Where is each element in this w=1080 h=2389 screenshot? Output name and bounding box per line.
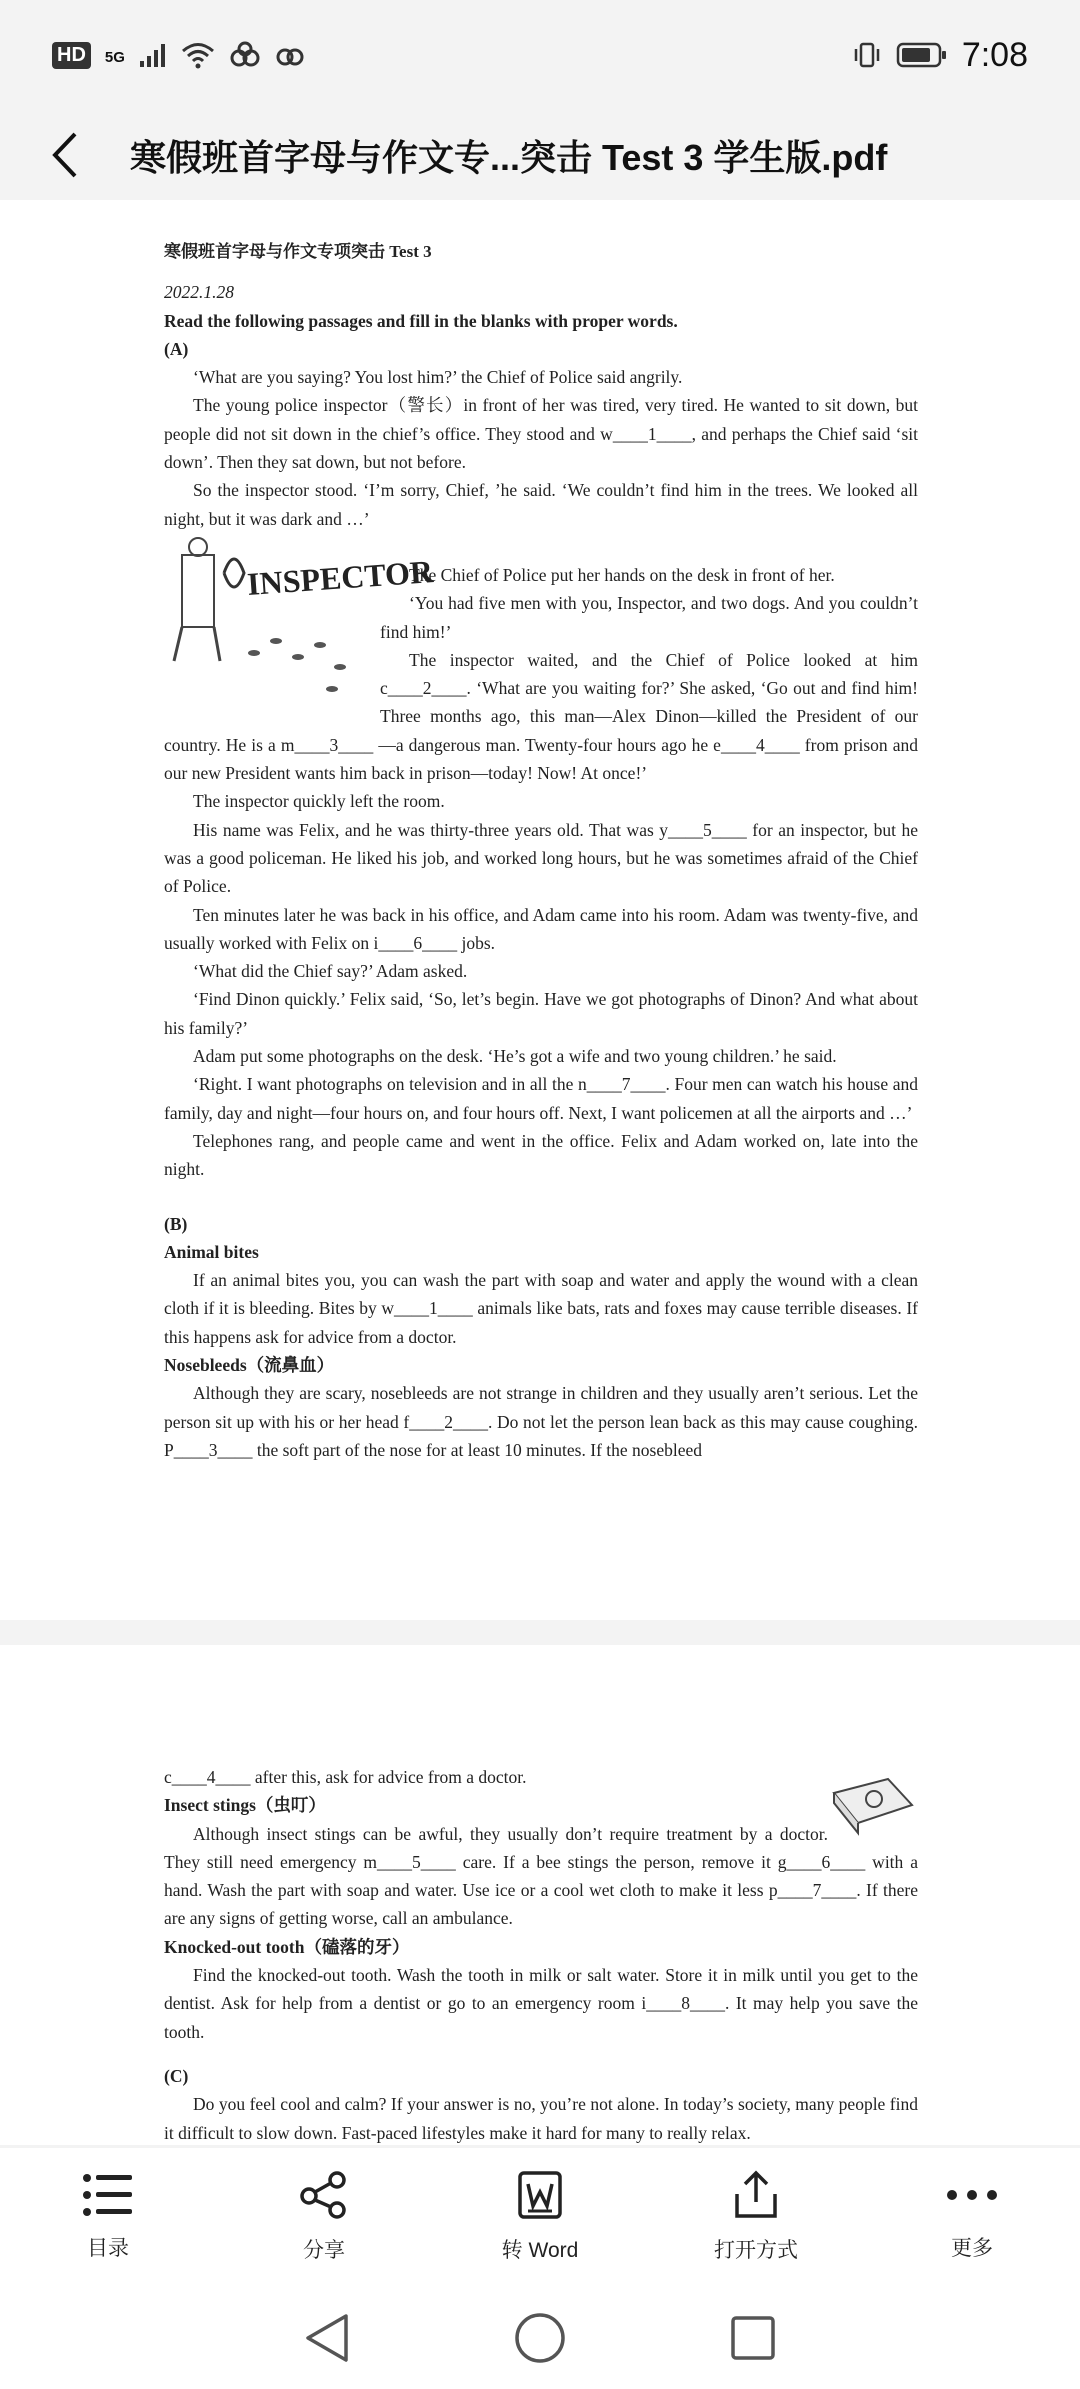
toolbar-more-button[interactable] [864,2148,1080,2286]
open-with-icon [731,2170,781,2220]
paragraph: Although insect stings can be awful, they usually don’t require treatment by a doctor. They still need emergency m____5____ care. If a bee stings the person, remove it g____6____ with a hand. Wash the part with soap and water. Use ice or a cool wet cloth to make it less p____7____. If there are any signs of getting worse, call an ambulance. [164,1823,918,1929]
paragraph: The inspector quickly left the room. [193,791,445,812]
status-bar [0,0,1080,110]
vibrate-icon [852,40,882,70]
section-b-label: (B) [164,1213,188,1234]
section-a-label: (A) [164,338,189,359]
more-icon [944,2172,1000,2218]
subheading-nosebleeds: Nosebleeds（流鼻血） [164,1354,335,1375]
clock: 7:08 [961,35,1028,74]
toolbar-open-with-button[interactable] [648,2148,864,2286]
hd-badge: HD [52,42,91,69]
document-title: 寒假班首字母与作文专...突击 Test 3 学生版.pdf [130,136,888,178]
paragraph: ‘What are you saying? You lost him?’ the Chief of Police said angrily. [193,367,683,388]
toolbar-convert-word-button[interactable] [432,2148,648,2286]
nav-recents-icon[interactable] [728,2313,778,2363]
bottom-toolbar [0,2148,1080,2286]
document-date: 2022.1.28 [164,282,234,303]
paragraph: The inspector waited, and the Chief of Police looked at him c____2____. ‘What are you waiting for?’ She asked, ‘Go out and find him! Three months ago, this man—Alex Dinon—killed the President of our country. He is a m____3____ —a dangerous man. Twenty-four hours ago he e____4____ from prison and our new President wants him back in prison—today! Now! At once!’ [164,649,918,784]
paragraph: Telephones rang, and people came and went in the office. Felix and Adam worked on, late into the night. [164,1130,918,1180]
cloud-app-icon [229,41,261,69]
inspector-illustration [164,533,435,703]
page-1-content [164,238,918,1464]
subheading-insect-stings: Insect stings（虫叮） [164,1795,326,1816]
subheading-animal-bites: Animal bites [164,1241,259,1262]
back-button[interactable] [0,110,130,200]
pdf-page-2[interactable] [0,1645,1080,2145]
paragraph: So the inspector stood. ‘I’m sorry, Chief, ’he said. ‘We couldn’t find him in the trees. We looked all night, but it was dark and …’ [164,480,918,529]
toolbar-label: 分享 [303,2239,345,2262]
paragraph: ‘What did the Chief say?’ Adam asked. [193,961,468,982]
paragraph: c____4____ after this, ask for advice from a doctor. [164,1767,527,1787]
title-bar [0,110,1080,200]
page-2-content [164,1763,918,2147]
system-navigation-bar [0,2286,1080,2389]
paragraph: ‘Find Dinon quickly.’ Felix said, ‘So, let’s begin. Have we got photographs of Dinon? And what about his family?’ [164,989,918,1038]
battery-icon [896,41,948,69]
link-app-icon [275,41,305,69]
paragraph: ‘Right. I want photographs on television and in all the n____7____. Four men can watch his house and family, day and night—four hours on, and four hours off. Next, I want policemen at all the airports and …’ [164,1074,918,1123]
nav-back-icon[interactable] [302,2310,352,2366]
list-icon [82,2172,134,2218]
toolbar-label: 更多 [951,2237,993,2260]
paragraph: Adam put some photographs on the desk. ‘He’s got a wife and two young children.’ he said. [193,1046,837,1067]
instruction: Read the following passages and fill in the blanks with proper words. [164,310,678,331]
paragraph: Do you feel cool and calm? If your answer is no, you’re not alone. In today’s society, many people find it difficult to slow down. Fast-paced lifestyles make it hard for many to really relax. [164,2094,918,2143]
share-icon [299,2170,349,2220]
paragraph: If an animal bites you, you can wash the part with soap and water and apply the wound with a clean cloth if it is bleeding. Bites by w____1____ animals like bats, rats and foxes may cause terrible diseases. If this happens ask for advice from a doctor. [164,1270,918,1347]
toolbar-contents-button[interactable] [0,2148,216,2286]
paragraph: Find the knocked-out tooth. Wash the tooth in milk or salt water. Store it in milk until you get to the dentist. Ask for help from a dentist or go to an emergency room i____8____. It may help you save the tooth. [164,1965,918,2042]
word-icon [517,2170,563,2220]
toolbar-share-button[interactable] [216,2148,432,2286]
signal-icon [139,41,167,69]
section-c-label: (C) [164,2065,189,2086]
paragraph: ‘You had five men with you, Inspector, and two dogs. And you couldn’t find him!’ [380,593,918,642]
illustration-text: INSPECTOR [245,553,435,602]
toolbar-label: 目录 [87,2237,129,2260]
paragraph: His name was Felix, and he was thirty-three years old. That was y____5____ for an inspector, but he was a good policeman. He liked his job, and worked long hours, but he was sometimes afraid of the Chief of Police. [164,819,918,897]
paragraph: The young police inspector（警长）in front of her was tired, very tired. He wanted to sit down, but people did not sit down in the chief’s office. They stood and w____1____, and perhaps the Chief said ‘sit down’. Then they sat down, but not before. [164,395,918,473]
pdf-page-1[interactable] [0,200,1080,1620]
subheading-knocked-out-tooth: Knocked-out tooth（磕落的牙） [164,1936,410,1957]
network-type: 5G [104,49,125,66]
wifi-icon [181,41,215,69]
toolbar-label: 转 Word [501,2239,579,2262]
paragraph: The Chief of Police put her hands on the desk in front of her. [409,564,835,585]
paragraph: Although they are scary, nosebleeds are not strange in children and they usually aren’t serious. Let the person sit up with his or her head f____2____. Do not let the person lean back as this may cause coughing. P____3____ the soft part of the nose for at least 10 minutes. If the nosebleed [164,1383,918,1460]
paragraph: Ten minutes later he was back in his office, and Adam came into his room. Adam was twenty-five, and usually worked with Felix on i____6____ jobs. [164,904,918,953]
toolbar-label: 打开方式 [714,2239,798,2262]
first-aid-kit-illustration [828,1771,918,1835]
document-heading: 寒假班首字母与作文专项突击 Test 3 [164,242,432,261]
nav-home-icon[interactable] [512,2310,568,2366]
back-arrow-icon [45,130,85,180]
